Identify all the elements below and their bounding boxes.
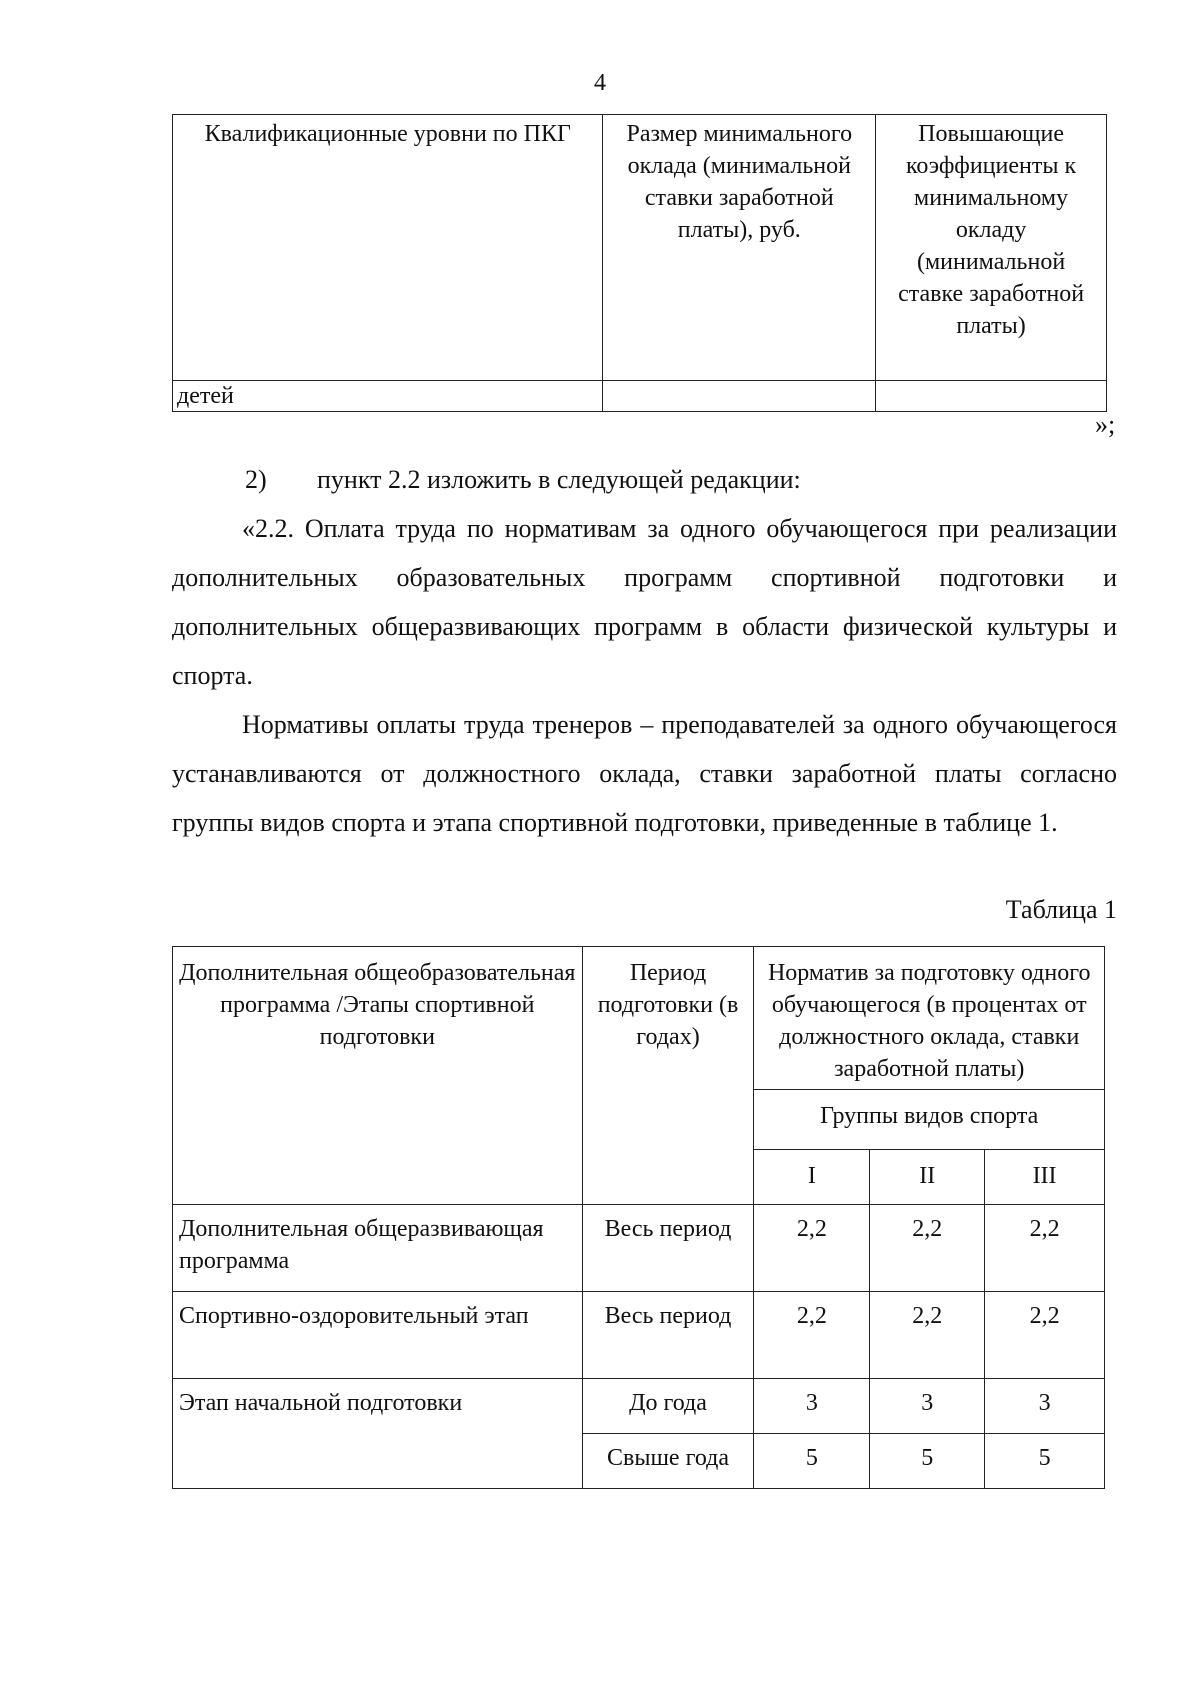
value-cell: 3 bbox=[754, 1379, 870, 1434]
table-cell bbox=[876, 381, 1107, 412]
value-cell: 2,2 bbox=[754, 1292, 870, 1379]
value-cell: 2,2 bbox=[985, 1205, 1105, 1292]
closing-quote: »; bbox=[1095, 410, 1116, 439]
qualification-table bbox=[172, 114, 1107, 412]
table-header-row bbox=[173, 115, 1107, 381]
norms-table bbox=[172, 946, 1105, 1489]
period-cell: Весь период bbox=[582, 1205, 754, 1292]
header-min-salary: Размер минимального оклада (минимальной ставки заработной платы), руб. bbox=[603, 115, 876, 381]
value-cell: 3 bbox=[985, 1379, 1105, 1434]
value-cell: 2,2 bbox=[754, 1205, 870, 1292]
value-cell: 5 bbox=[754, 1434, 870, 1489]
table-cell bbox=[603, 381, 876, 412]
table-header-row bbox=[173, 947, 1105, 1090]
table-row bbox=[173, 1292, 1105, 1379]
period-cell: Свыше года bbox=[582, 1434, 754, 1489]
value-cell: 2,2 bbox=[985, 1292, 1105, 1379]
header-group-2: II bbox=[870, 1150, 985, 1205]
header-program: Дополнительная общеобразовательная программа /Этапы спортивной подготовки bbox=[173, 947, 583, 1205]
table-caption: Таблица 1 bbox=[1005, 895, 1117, 924]
program-cell: Спортивно-оздоровительный этап bbox=[173, 1292, 583, 1379]
header-group-1: I bbox=[754, 1150, 870, 1205]
program-cell: Этап начальной подготовки bbox=[173, 1379, 583, 1489]
program-cell: Дополнительная общеразвивающая программа bbox=[173, 1205, 583, 1292]
value-cell: 3 bbox=[870, 1379, 985, 1434]
list-item-text: пункт 2.2 изложить в следующей редакции: bbox=[317, 465, 801, 494]
header-qualification-levels: Квалификационные уровни по ПКГ bbox=[173, 115, 603, 381]
header-sport-groups: Группы видов спорта bbox=[754, 1090, 1105, 1150]
page-number: 4 bbox=[594, 70, 606, 96]
period-cell: Весь период bbox=[582, 1292, 754, 1379]
header-group-3: III bbox=[985, 1150, 1105, 1205]
table-row bbox=[173, 1379, 1105, 1434]
value-cell: 5 bbox=[870, 1434, 985, 1489]
paragraph-norms: Нормативы оплаты труда тренеров – преподавателей за одного обучающегося устанавливаются от должностного оклада, ставки заработной платы согласно группы видов спорта и этапа спортивной подготовки, приведенные в таблице 1. bbox=[172, 710, 1117, 837]
table-cell: детей bbox=[173, 381, 603, 412]
period-cell: До года bbox=[582, 1379, 754, 1434]
table-row bbox=[173, 1205, 1105, 1292]
list-item-number: 2) bbox=[245, 465, 267, 494]
header-period: Период подготовки (в годах) bbox=[582, 947, 754, 1205]
value-cell: 5 bbox=[985, 1434, 1105, 1489]
value-cell: 2,2 bbox=[870, 1205, 985, 1292]
list-item-2 bbox=[245, 455, 1117, 504]
value-cell: 2,2 bbox=[870, 1292, 985, 1379]
table-row bbox=[173, 381, 1107, 412]
header-norm: Норматив за подготовку одного обучающегося (в процентах от должностного оклада, ставки заработной платы) bbox=[754, 947, 1105, 1090]
paragraph-2-2: «2.2. Оплата труда по нормативам за одного обучающегося при реализации дополнительных образовательных программ спортивной подготовки и дополнительных общеразвивающих программ в области физической культуры и спорта. bbox=[172, 514, 1117, 690]
header-coefficients: Повышающие коэффициенты к минимальному окладу (минимальной ставке заработной платы) bbox=[876, 115, 1107, 381]
